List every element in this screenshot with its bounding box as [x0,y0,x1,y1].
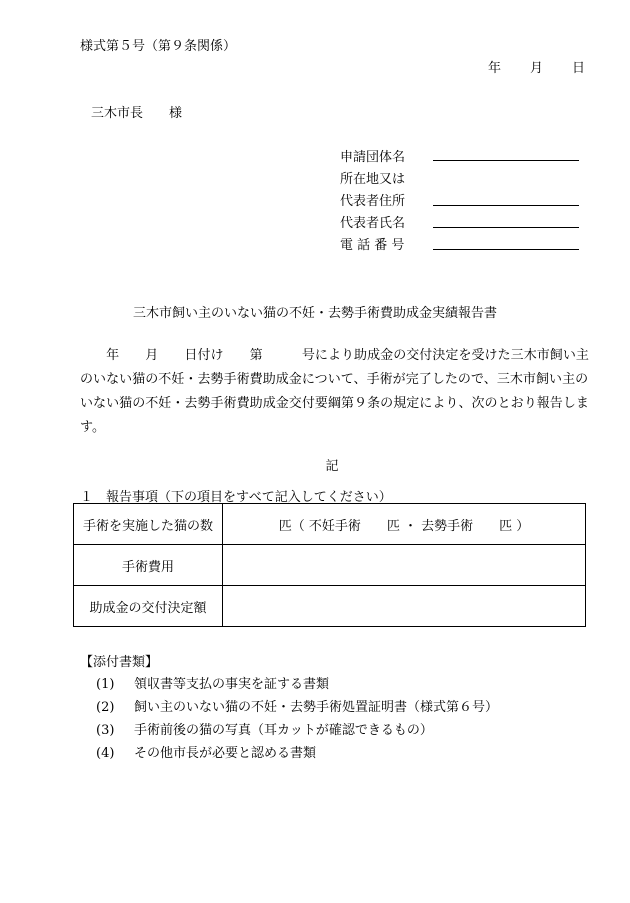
row-label-surgery-cost: 手術費用 [74,545,223,586]
row-value-cat-count[interactable]: 匹（ 不妊手術 匹 ・ 去勢手術 匹 ） [223,504,586,545]
rep-name-label: 代表者氏名 [340,216,406,231]
date-month: 月 [530,61,544,76]
row-value-surgery-cost[interactable] [223,545,586,586]
list-item [96,742,316,761]
row-label-cat-count: 手術を実施した猫の数 [74,504,223,545]
attachment-number: (1) [96,677,115,692]
attachments-heading: 【添付書類】 [80,655,159,670]
list-item [96,696,498,715]
report-table [73,503,586,627]
row-value-grant-amount[interactable] [223,586,586,627]
table-row [74,504,586,545]
form-number: 様式第５号（第９条関係） [80,39,237,54]
attachment-text: 飼い主のいない猫の不妊・去勢手術処置証明書（様式第６号） [134,700,499,715]
rep-name-line [433,227,579,228]
ki-heading: 記 [325,459,339,474]
attachment-number: (2) [96,700,115,715]
section1-heading: １ 報告事項（下の項目をすべて記入してください） [80,490,392,505]
date-line [488,57,585,76]
document-title: 三木市飼い主のいない猫の不妊・去勢手術費助成金実績報告書 [132,306,497,321]
body-text: 年 月 日付け 第 号により助成金の交付決定を受けた三木市飼い主のいない猫の不妊・去勢手術費助成金について、手術が完了したので、三木市飼い主のいない猫の不妊・去勢手術費助成金交付要綱第９条の規定により、次のとおり報告します。 [80,348,589,435]
phone-line [433,249,579,250]
attachment-number: (3) [96,723,115,738]
addressee: 三木市長 様 [91,106,183,121]
phone-label: 電 話 番 号 [340,238,405,253]
org-name-line [433,160,579,161]
location-label: 所在地又は [340,172,406,187]
date-day: 日 [572,61,586,76]
attachment-number: (4) [96,746,115,761]
attachment-text: 領収書等支払の事実を証する書類 [134,677,330,692]
date-year: 年 [488,61,502,76]
list-item [96,719,433,738]
row-label-grant-amount: 助成金の交付決定額 [74,586,223,627]
rep-address-label: 代表者住所 [340,194,406,209]
attachment-text: その他市長が必要と認める書類 [134,746,317,761]
list-item [96,673,329,692]
rep-address-line [433,205,579,206]
table-row [74,586,586,627]
attachment-text: 手術前後の猫の写真（耳カットが確認できるもの） [134,723,433,738]
table-row [74,545,586,586]
org-name-label: 申請団体名 [340,150,406,165]
